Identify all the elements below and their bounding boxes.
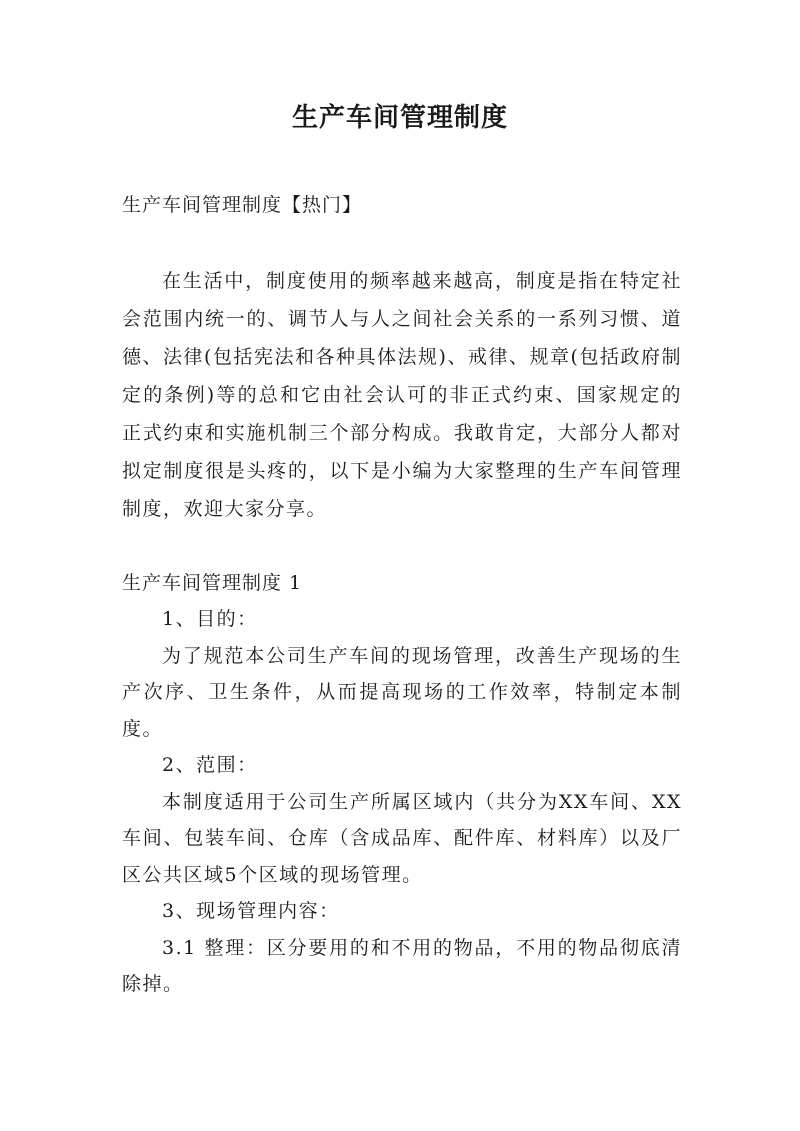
intro-paragraph: 在生活中，制度使用的频率越来越高，制度是指在特定社会范围内统一的、调节人与人之间社会关系的一系列习惯、道德、法律(包括宪法和各种具体法规)、戒律、规章(包括政府制定的条例)等的总和它由社会认可的非正式约束、国家规定的正式约束和实施机制三个部分构成。我敢肯定，大部分人都对拟定制度很是头疼的，以下是小编为大家整理的生产车间管理制度，欢迎大家分享。: [122, 270, 682, 520]
purpose-heading: 1、目的：: [162, 608, 258, 630]
section-1: [122, 565, 682, 1003]
scope-heading: 2、范围：: [162, 754, 258, 776]
section-heading: 生产车间管理制度 1: [122, 572, 303, 594]
purpose-paragraph: 为了规范本公司生产车间的现场管理，改善生产现场的生产次序、卫生条件，从而提高现场的工作效率，特制定本制度。: [122, 644, 682, 740]
document-subtitle: 生产车间管理制度【热门】: [122, 194, 363, 216]
item-3-1-paragraph: 3.1 整理：区分要用的和不用的物品，不用的物品彻底清除掉。: [122, 936, 682, 995]
content-heading: 3、现场管理内容：: [162, 900, 340, 922]
document-title: 生产车间管理制度: [291, 103, 508, 133]
scope-paragraph: 本制度适用于公司生产所属区域内（共分为XX车间、XX车间、包装车间、仓库（含成品库、配件库、材料库）以及厂区公共区域5个区域的现场管理。: [122, 790, 682, 886]
